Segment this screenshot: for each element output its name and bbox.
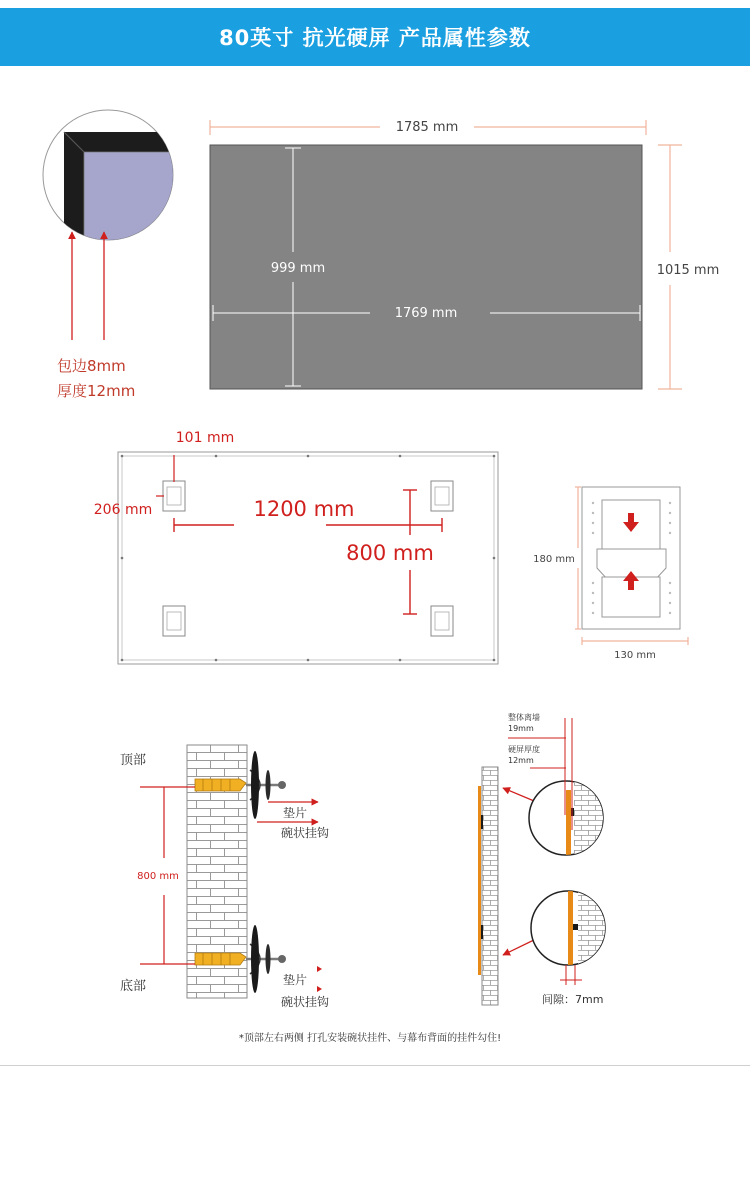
thickness-value: 12mm xyxy=(508,756,534,765)
gap-label: 间隙：7mm xyxy=(542,993,604,1006)
outer-height-label: 1015 mm xyxy=(656,263,720,278)
side-wall xyxy=(482,767,498,1005)
frame-width-note: 包边8mm xyxy=(57,357,126,375)
bowl-hook-bottom xyxy=(251,925,259,993)
inner-height-label: 999 mm xyxy=(270,261,326,276)
bracket-height-dim xyxy=(575,487,581,629)
v-spacing-label: 800 mm xyxy=(346,541,434,565)
hook-label-bottom: 碗状挂钩 xyxy=(281,995,330,1009)
washer-label-bottom: 垫片 xyxy=(283,973,308,987)
bottom-label: 底部 xyxy=(120,979,147,994)
washer-label-top: 垫片 xyxy=(283,806,308,820)
h-spacing-label: 1200 mm xyxy=(253,497,355,521)
overall-value: 19mm xyxy=(508,724,534,733)
edge-y-label: 206 mm xyxy=(93,502,153,518)
screen-surface xyxy=(84,152,194,252)
top-label: 顶部 xyxy=(120,753,147,768)
bracket-width-dim xyxy=(582,637,688,645)
overall-label: 整体离墙 xyxy=(508,713,540,722)
bowl-hook-top xyxy=(251,751,259,819)
bracket-width-label: 130 mm xyxy=(614,650,656,661)
footnote: *顶部左右两侧 打孔安装碗状挂件、与幕布背面的挂件勾住! xyxy=(238,1033,502,1044)
edge-x-label: 101 mm xyxy=(175,430,235,446)
outer-width-label: 1785 mm xyxy=(395,120,459,135)
side-screen xyxy=(478,786,481,975)
corner-detail xyxy=(43,110,194,252)
washer-top xyxy=(266,770,271,800)
thickness-label: 硬屏厚度 xyxy=(508,745,540,754)
page-title: 80英寸 抗光硬屏 产品属性参数 xyxy=(219,26,531,50)
washer-bottom xyxy=(266,944,271,974)
bracket-height-label: 180 mm xyxy=(533,554,575,565)
bottom-zoom-detail xyxy=(531,885,618,975)
thickness-note: 厚度12mm xyxy=(57,382,136,400)
hook-label-top: 碗状挂钩 xyxy=(281,826,330,840)
wall-spacing-label: 800 mm xyxy=(137,871,179,882)
inner-width-label: 1769 mm xyxy=(394,306,458,321)
bracket-detail xyxy=(582,487,680,629)
